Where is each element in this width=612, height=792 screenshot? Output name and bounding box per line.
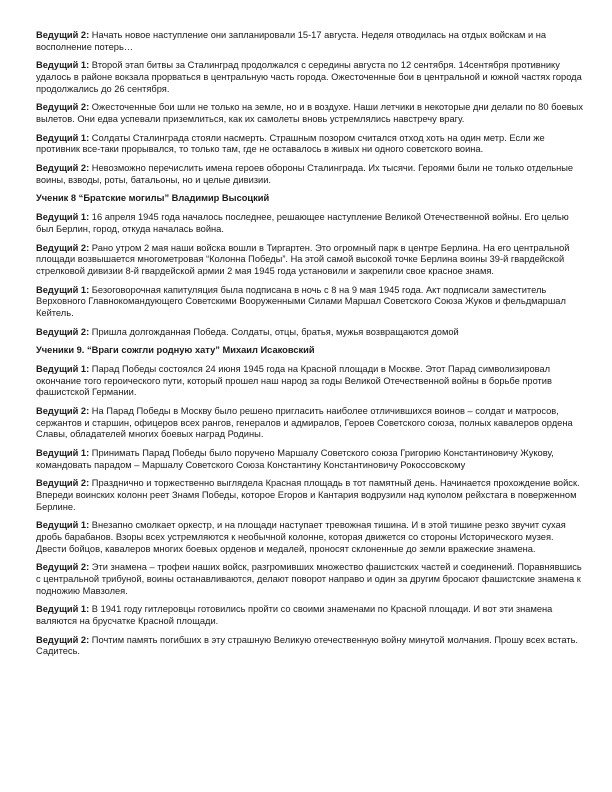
speaker-label: Ведущий 1: — [36, 284, 90, 295]
speaker-label: Ведущий 2: — [36, 102, 90, 113]
dialogue-text: Празднично и торжественно выглядела Красная площадь в тот памятный день. Начинается прохождение войск. Впереди воинских колонн реет Знамя Победы, которое Егоров и Кантария водрузили над куполом рейхстага в поверженном Берлине. — [36, 478, 580, 512]
dialogue-paragraph — [36, 604, 584, 627]
dialogue-paragraph — [36, 30, 584, 53]
dialogue-text: Принимать Парад Победы было поручено Маршалу Советского союза Григорию Константиновичу Жукову, командовать парадом – Маршалу Советского Союза Константину Константиновичу Рокоссовскому — [36, 448, 554, 470]
speaker-label: Ведущий 1: — [36, 60, 90, 71]
dialogue-paragraph — [36, 364, 584, 399]
dialogue-paragraph — [36, 133, 584, 156]
dialogue-paragraph — [36, 102, 584, 125]
dialogue-paragraph — [36, 60, 584, 95]
dialogue-text: Пришла долгожданная Победа. Солдаты, отцы, братья, мужья возвращаются домой — [91, 326, 459, 337]
dialogue-text: Ожесточенные бои шли не только на земле, но и в воздухе. Наши летчики в некоторые дни делали по 80 боевых вылетов. Они едва успевали приземлиться, как их самолеты вновь устремлялись навстречу врагу. — [36, 102, 584, 124]
dialogue-text: Начать новое наступление они запланировали 15-17 августа. Неделя отводилась на отдых войскам и на восполнение потерь… — [36, 30, 547, 52]
speaker-label: Ведущий 2: — [36, 634, 90, 645]
speaker-label: Ведущий 2: — [36, 478, 90, 489]
dialogue-text: Внезапно смолкает оркестр, и на площади наступает тревожная тишина. И в этой тишине резко звучит сухая дробь барабанов. Взоры всех устремляются к необычной колонне, которая движется со стороны Исторического музея. Двести бойцов, кавалеров многих боевых орденов и медалей, проносят склоненные до земли вражеские знамена. — [36, 520, 566, 554]
section-heading: Ученики 9. “Враги сожгли родную хату” Михаил Исаковский — [36, 345, 315, 356]
dialogue-text: 16 апреля 1945 года началось последнее, решающее наступление Великой Отечественной войны. Его целью был Берлин, город, откуда началась война. — [36, 212, 569, 234]
dialogue-paragraph — [36, 635, 584, 658]
dialogue-paragraph — [36, 520, 584, 555]
dialogue-text: Парад Победы состоялся 24 июня 1945 года на Красной площади в Москве. Этот Парад символизировал окончание того героического пути, который прошел наш народ за годы Великой Отечественной войны в борьбе против фашистской Германии. — [36, 364, 552, 398]
dialogue-paragraph — [36, 243, 584, 278]
dialogue-text: Солдаты Сталинграда стояли насмерть. Страшным позором считался отход хоть на один метр. Если же противник все-таки прорывался, то только там, где не оставалось в живых ни одного советского воина. — [36, 132, 545, 155]
speaker-label: Ведущий 2: — [36, 562, 90, 573]
dialogue-paragraph — [36, 327, 584, 339]
dialogue-paragraph — [36, 562, 584, 597]
speaker-label: Ведущий 2: — [36, 163, 90, 174]
speaker-label: Ведущий 2: — [36, 242, 90, 253]
speaker-label: Ведущий 1: — [36, 604, 90, 615]
dialogue-paragraph — [36, 212, 584, 235]
dialogue-text: В 1941 году гитлеровцы готовились пройти со своими знаменами по Красной площади. И вот эти знамена валяются на брусчатке Красной площади. — [36, 604, 553, 626]
speaker-label: Ведущий 1: — [36, 364, 90, 375]
dialogue-text: Почтим память погибших в эту страшную Великую отечественную войну минутой молчания. Прошу всех встать. Садитесь. — [36, 634, 578, 657]
dialogue-text: На Парад Победы в Москву было решено пригласить наиболее отличившихся воинов – солдат и матросов, сержантов и старшин, офицеров всех рангов, генералов и адмиралов, Героев Советского союза, полных кавалеров ордена Славы, обладателей многих боевых наград Родины. — [36, 406, 573, 440]
document-page — [36, 30, 584, 665]
speaker-label: Ведущий 2: — [36, 406, 90, 417]
speaker-label: Ведущий 2: — [36, 30, 90, 40]
speaker-label: Ведущий 1: — [36, 212, 90, 223]
dialogue-paragraph — [36, 285, 584, 320]
section-heading: Ученик 8 “Братские могилы” Владимир Высоцкий — [36, 193, 270, 204]
dialogue-paragraph — [36, 163, 584, 186]
speaker-label: Ведущий 2: — [36, 326, 90, 337]
speaker-label: Ведущий 1: — [36, 132, 90, 143]
dialogue-paragraph — [36, 448, 584, 471]
speaker-label: Ведущий 1: — [36, 520, 90, 531]
dialogue-text: Безоговорочная капитуляция была подписана в ночь с 8 на 9 мая 1945 года. Акт подписали заместитель Верховного Главнокомандующего Советскими Вооруженными Силами Маршал Советского Союза Жуков и фельдмаршал Кейтель. — [36, 284, 566, 318]
dialogue-text: Второй этап битвы за Сталинград продолжался с середины августа по 12 сентября. 14сентября противнику удалось в районе вокзала прорваться в центральную часть города. Ожесточенные бои в центральной и южной частях города продолжались до 26 сентября. — [36, 60, 582, 94]
dialogue-text: Эти знамена – трофеи наших войск, разгромивших множество фашистских частей и соединений. Поравнявшись с центральной трибуной, воины останавливаются, делают поворот направо и один за другим бросают фашистские знамена к подножию Мавзолея. — [36, 562, 582, 596]
dialogue-text: Рано утром 2 мая наши войска вошли в Тиргартен. Это огромный парк в центре Берлина. На его центральной площади возвышается многометровая “Колонна Победы”. На этой самой высокой точке Берлина воины 39-й гвардейской стрелковой дивизии 8-й гвардейской армии 2 мая 1945 года установили и закрепили свое красное знамя. — [36, 242, 570, 276]
speaker-label: Ведущий 1: — [36, 448, 90, 459]
dialogue-paragraph — [36, 406, 584, 441]
dialogue-text: Невозможно перечислить имена героев обороны Сталинграда. Их тысячи. Героями были не только отдельные воины, взводы, роты, батальоны, но и целые дивизии. — [36, 163, 574, 185]
dialogue-paragraph — [36, 478, 584, 513]
